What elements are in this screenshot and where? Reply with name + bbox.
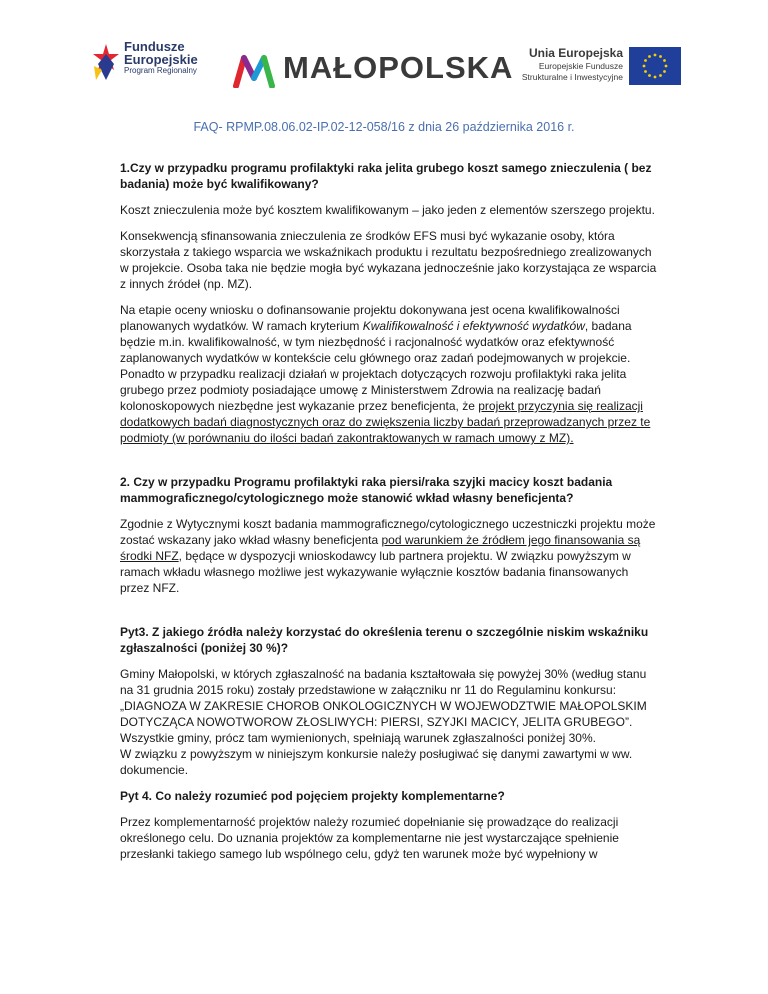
answer-4-paragraph-1: Przez komplementarność projektów należy rozumieć dopełnianie się prowadzące do realizacji określonego celu. Do uznania projektów za komplementarne nie jest wystarczające spełnienie przesłanki takiego samego lub wspólnego celu, gdyż ten warunek może być wypełniony w xyxy=(120,815,619,861)
question-1: 1.Czy w przypadku programu profilaktyki raka jelita grubego koszt samego znieczulenia ( bez badania) może być kwalifikowany? xyxy=(120,161,652,191)
eu-flag-icon xyxy=(629,47,681,85)
answer-3-paragraph-2: W związku z powyższym w niniejszym konkursie należy posługiwać się danymi zawartymi w ww. dokumencie. xyxy=(120,747,633,777)
unia-europejska-logo xyxy=(513,46,683,90)
fe-line2: Europejskie xyxy=(124,52,198,67)
fe-line3: Program Regionalny xyxy=(124,66,197,75)
ue-sub1: Europejskie Fundusze xyxy=(538,61,623,71)
fe-star-icon xyxy=(92,40,120,84)
answer-3-paragraph-1: Gminy Małopolski, w których zgłaszalność na badania kształtowała się powyżej 30% (według stanu na 31 grudnia 2015 roku) zostały przedstawione w załączniku nr 11 do Regulaminu konkursu: „DIAGNOZA W ZAKRESIE CHOROB ONKOLOGICZNYCH W WOJEWODZTWIE MAŁOPOLSKIM DOTYCZĄCA NOWOTWOROW ZŁOSLIWYCH: PIERSI, SZYJKI MACICY, JELITA GRUBEGO”. Wszystkie gminy, prócz tam wymienionych, spełniają warunek zgłaszalności poniżej 30%. xyxy=(120,667,647,745)
answer-1-paragraph-1: Koszt znieczulenia może być kosztem kwalifikowanym – jako jeden z elementów szerszego projektu. xyxy=(120,203,655,217)
answer-2-part-a: Zgodnie z Wytycznymi koszt badania mammograficznego/cytologicznego uczestniczki projektu może zostać wskazany jako wkład własny beneficjenta xyxy=(120,517,656,547)
fe-line1: Fundusze xyxy=(124,39,185,54)
malopolska-wordmark: MAŁOPOLSKA xyxy=(283,50,514,85)
faq-content xyxy=(120,160,660,872)
question-4: Pyt 4. Co należy rozumieć pod pojęciem projekty komplementarne? xyxy=(120,789,505,803)
answer-2-underlined: pod warunkiem że źródłem jego finansowania są środki NFZ xyxy=(120,533,641,563)
malopolska-logo xyxy=(232,48,514,92)
question-3: Pyt3. Z jakiego źródła należy korzystać do określenia terenu o szczególnie niskim wskaźniku zgłaszalności (poniżej 30 %)? xyxy=(120,625,649,655)
answer-1-p3-underlined: projekt przyczynia się realizacji dodatkowych badań diagnostycznych oraz do zwiększenia liczby badań przeprowadzanych przez te podmioty (w porównaniu do ilości badań zakontraktowanych w ramach umowy z MZ). xyxy=(120,399,651,445)
answer-2-part-b: , będące w dyspozycji wnioskodawcy lub partnera projektu. W związku powyższym w ramach wkładu własnego możliwe jest wykazywanie wyłącznie kosztów badania finansowanych przez NFZ. xyxy=(120,549,631,595)
ue-sub2: Strukturalne i Inwestycyjne xyxy=(521,72,623,82)
page-header xyxy=(0,0,768,100)
fundusze-europejskie-logo xyxy=(92,40,232,90)
malopolska-m-icon xyxy=(232,54,278,88)
criterion-name: Kwalifikowalność i efektywność wydatków xyxy=(362,319,585,333)
answer-1-p3-part-b: , badana będzie m.in. kwalifikowalność, w tym niezbędność i racjonalność wydatków oraz efektywność zaplanowanych wydatków w kontekście celu głównego oraz zadań podejmowanych w projekcie. Ponadto w przypadku realizacji działań w projektach dotyczących rozwoju profilaktyki raka jelita grubego przez podmioty posiadające umowę z Ministerstwem Zdrowia na realizację badań kolonoskopowych niezbędne jest wykazanie przez beneficjenta, że xyxy=(120,319,632,413)
fe-logo-text xyxy=(124,40,198,76)
answer-2-paragraph-1 xyxy=(120,516,660,596)
answer-1-paragraph-2: Konsekwencją sfinansowania znieczulenia ze środków EFS musi być wykazanie osoby, która skorzystała z takiego wsparcia we wskaźnikach produktu i rezultatu bezpośredniego zrealizowanych w projekcie. Osoba taka nie będzie mogła być wykazana jednocześnie jako korzystająca ze wsparcia z innych źródeł (np. MZ). xyxy=(120,229,657,291)
ue-title: Unia Europejska xyxy=(528,46,623,60)
answer-1-p3-part-a: Na etapie oceny wniosku o dofinansowanie projektu dokonywana jest ocena kwalifikowalności planowanych wydatków. W ramach kryterium xyxy=(120,303,620,333)
faq-title: FAQ- RPMP.08.06.02-IP.02-12-058/16 z dnia 26 października 2016 r. xyxy=(193,120,575,134)
ue-logo-text xyxy=(513,46,623,83)
question-2: 2. Czy w przypadku Programu profilaktyki raka piersi/raka szyjki macicy koszt badania mammograficznego/cytologicznego może stanowić wkład własny beneficjenta? xyxy=(120,475,613,505)
answer-1-paragraph-3 xyxy=(120,302,660,446)
